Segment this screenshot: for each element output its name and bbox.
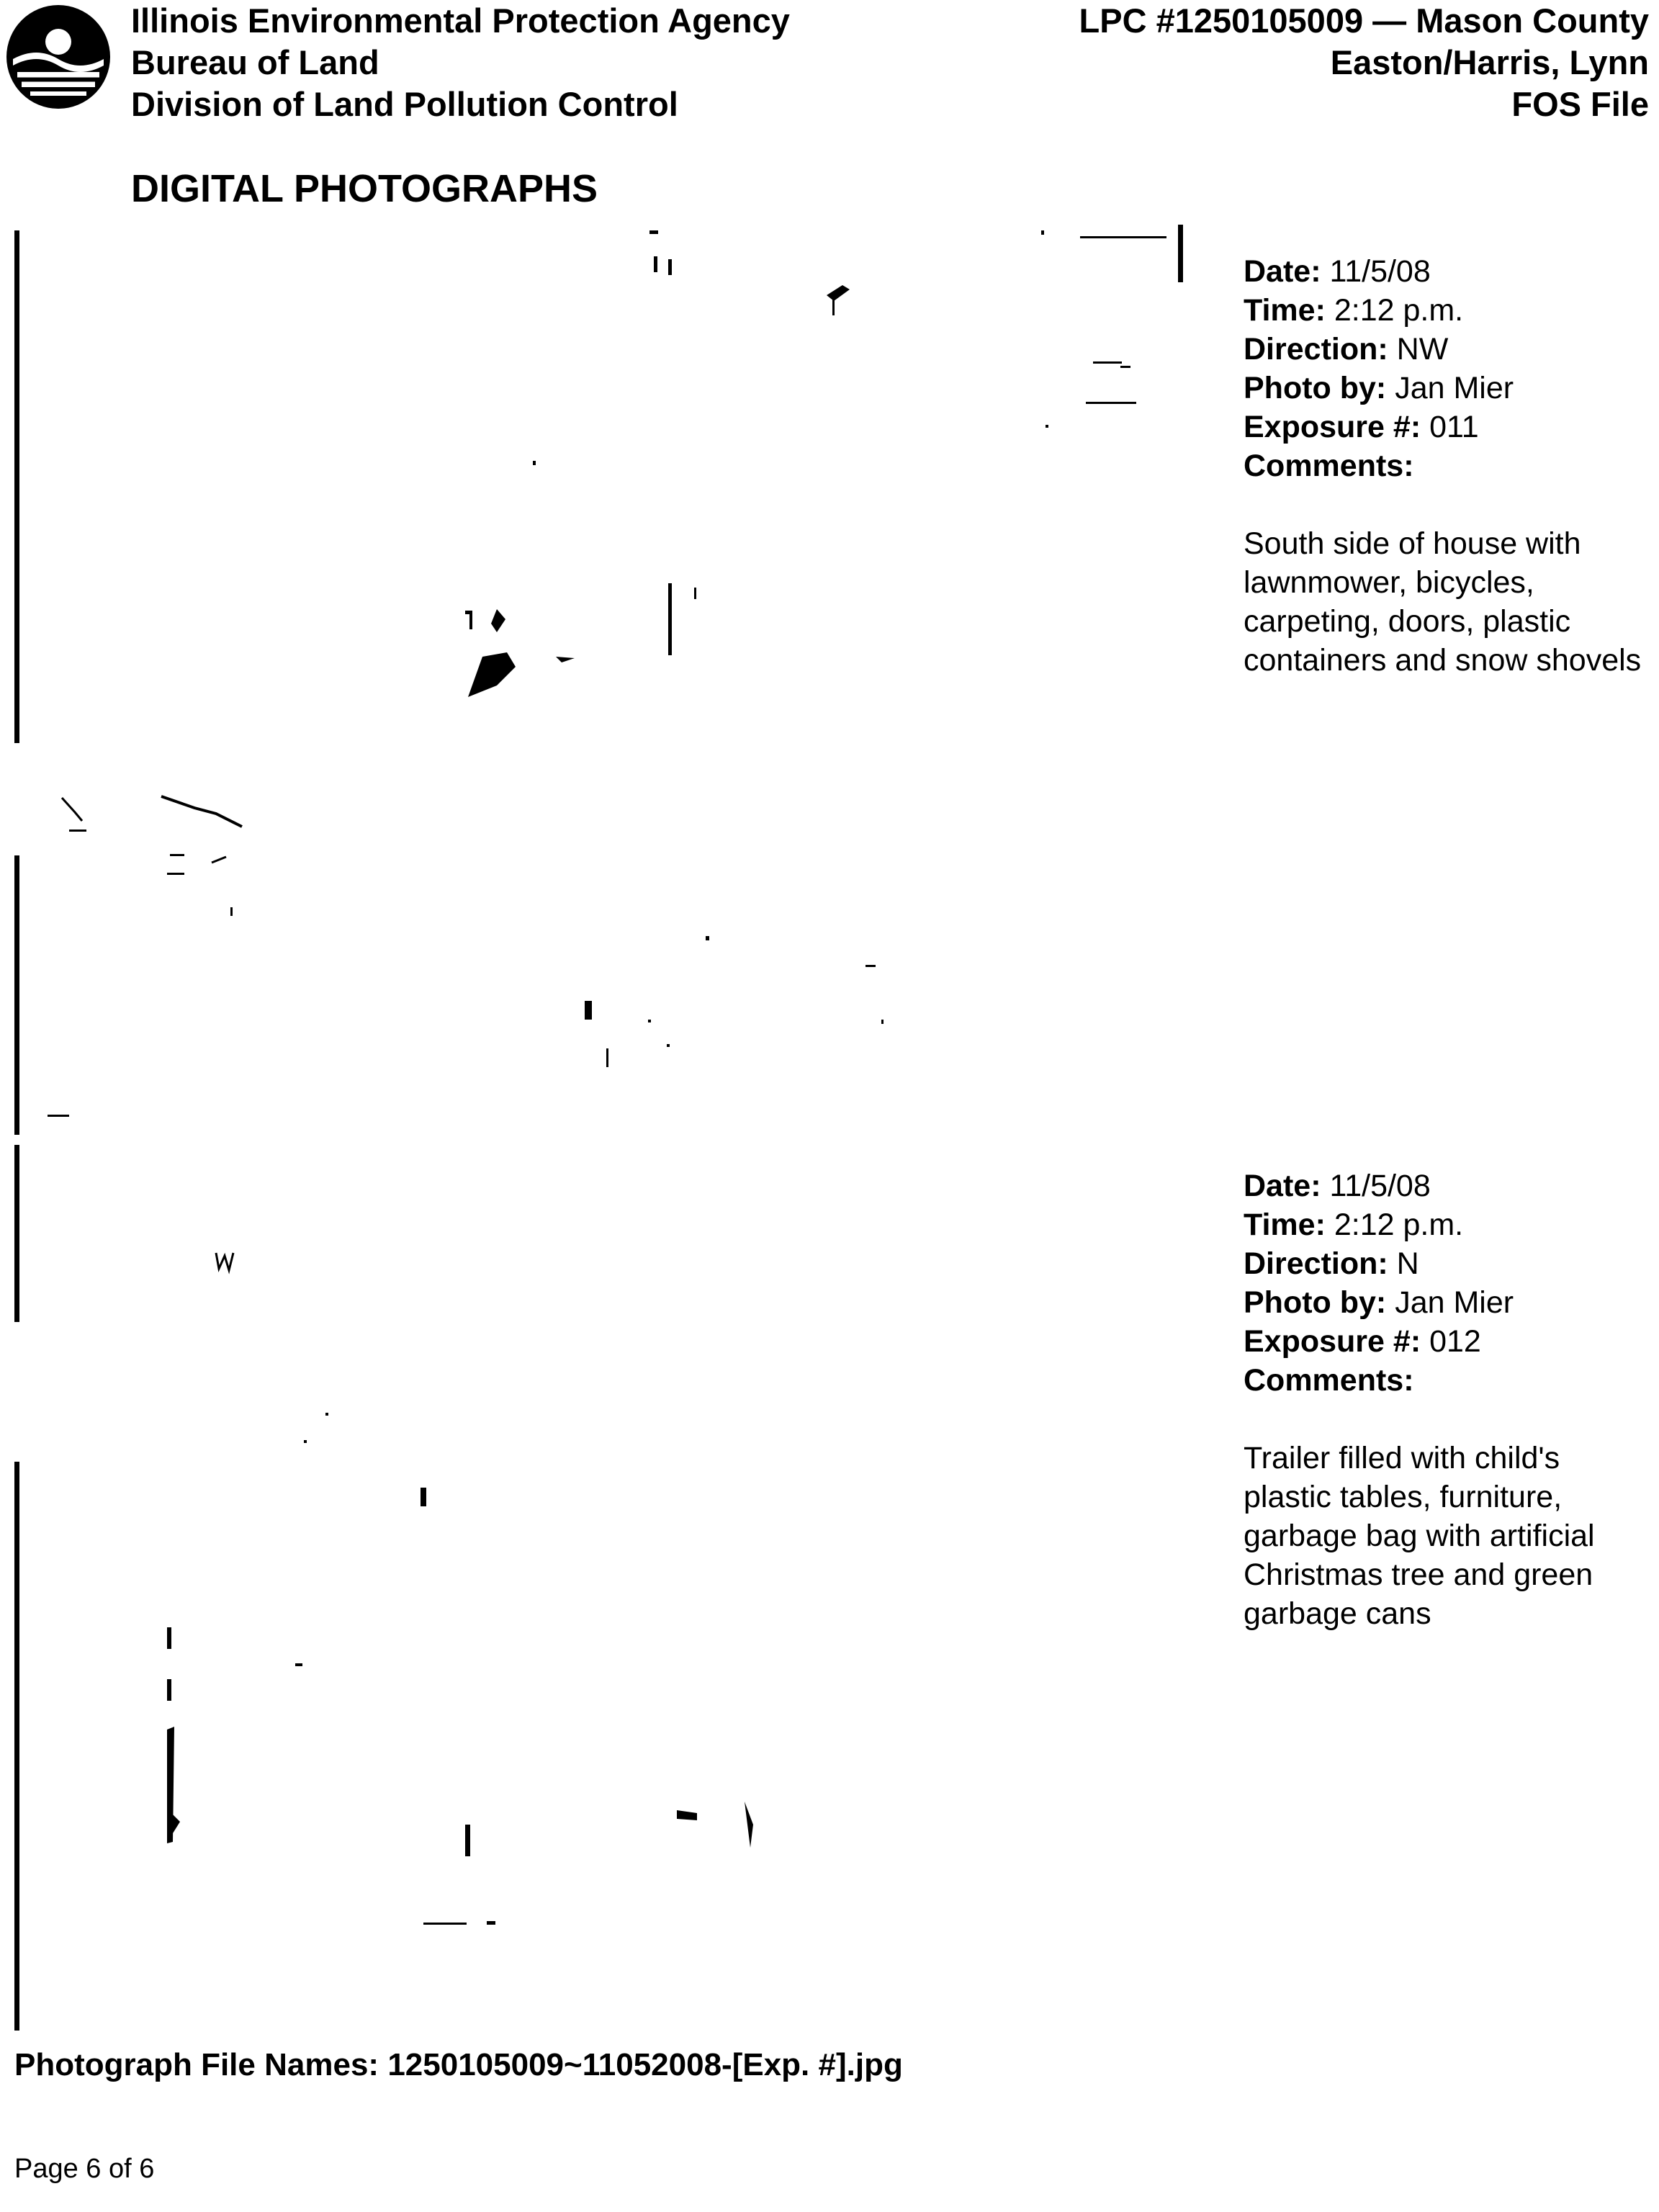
time-label: Time: — [1244, 293, 1326, 328]
photo-1-time: 2:12 p.m. — [1334, 293, 1464, 328]
photo-1-photographer-row — [1244, 369, 1647, 408]
photo-2-image — [0, 1145, 1217, 2038]
photo-2-time-row — [1244, 1205, 1647, 1244]
exposure-label: Exposure #: — [1244, 1324, 1421, 1359]
photo-1-exposure-row — [1244, 408, 1647, 446]
photo-2-photographer-row — [1244, 1283, 1647, 1322]
comments-label: Comments: — [1244, 1363, 1414, 1398]
photo-by-label: Photo by: — [1244, 1285, 1387, 1320]
photo-1-date-row — [1244, 252, 1647, 291]
photo-1-caption — [1244, 252, 1647, 680]
direction-label: Direction: — [1244, 1246, 1388, 1281]
direction-label: Direction: — [1244, 332, 1388, 367]
photo-2-caption — [1244, 1166, 1647, 1633]
time-label: Time: — [1244, 1208, 1326, 1242]
photo-1-image — [0, 216, 1217, 1138]
division-name: Division of Land Pollution Control — [131, 85, 678, 123]
photo-2-comments-row — [1244, 1361, 1647, 1400]
date-label: Date: — [1244, 254, 1321, 289]
agency-logo-icon — [4, 3, 112, 111]
photo-1-comments-row — [1244, 446, 1647, 485]
bureau-name: Bureau of Land — [131, 43, 379, 81]
agency-name: Illinois Environmental Protection Agency — [131, 1, 790, 40]
photo-2-comments: Trailer filled with child's plastic tables, furniture, garbage bag with artificial Christmas tree and green garbage cans — [1244, 1441, 1595, 1631]
photograph-file-names — [14, 2045, 903, 2085]
file-number: LPC #1250105009 — Mason County — [1079, 1, 1649, 40]
photo-1-direction-row — [1244, 330, 1647, 369]
photo-2-date-row — [1244, 1166, 1647, 1205]
section-title: DIGITAL PHOTOGRAPHS — [131, 167, 598, 210]
photo-2-exposure: 012 — [1429, 1324, 1481, 1359]
page-number: Page 6 of 6 — [14, 2154, 155, 2184]
photo-2-exposure-row — [1244, 1322, 1647, 1361]
photo-1-time-row — [1244, 291, 1647, 330]
file-reference — [1079, 0, 1649, 125]
photo-by-label: Photo by: — [1244, 371, 1387, 405]
photo-2-date: 11/5/08 — [1329, 1169, 1431, 1203]
photo-2-photographer: Jan Mier — [1395, 1285, 1514, 1320]
photo-1-date: 11/5/08 — [1329, 254, 1431, 289]
photo-1-exposure: 011 — [1429, 410, 1479, 444]
photo-2-time: 2:12 p.m. — [1334, 1208, 1464, 1242]
photo-2-direction: N — [1396, 1246, 1419, 1281]
file-names-value: 1250105009~11052008-[Exp. #].jpg — [387, 2047, 903, 2082]
comments-label: Comments: — [1244, 449, 1414, 483]
file-type: FOS File — [1511, 85, 1649, 123]
exposure-label: Exposure #: — [1244, 410, 1421, 444]
file-names-label: Photograph File Names: — [14, 2047, 379, 2082]
photo-1-comments: South side of house with lawnmower, bicycles, carpeting, doors, plastic containers and snow shovels — [1244, 526, 1642, 678]
photo-1-direction: NW — [1396, 332, 1449, 367]
date-label: Date: — [1244, 1169, 1321, 1203]
agency-header — [131, 0, 790, 125]
site-name: Easton/Harris, Lynn — [1330, 43, 1649, 81]
photo-1-photographer: Jan Mier — [1395, 371, 1514, 405]
photo-2-direction-row — [1244, 1244, 1647, 1283]
